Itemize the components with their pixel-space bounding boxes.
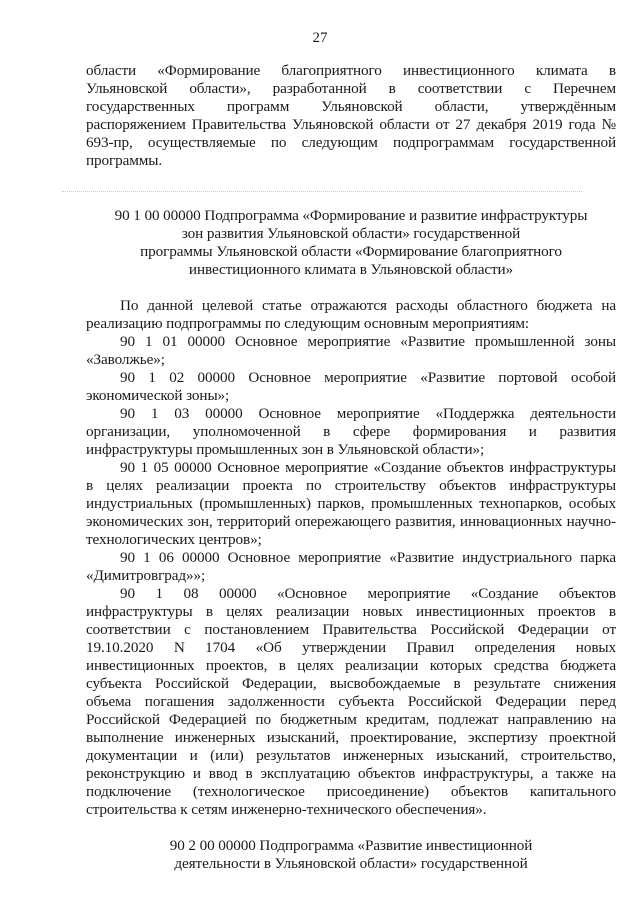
body-line: 90 1 03 00000 Основное мероприятие «Поддержка деятельности bbox=[120, 405, 616, 422]
body-line: 90 1 05 00000 Основное мероприятие «Создание объектов инфраструктуры bbox=[120, 459, 616, 476]
intro-line: Ульяновской области», разработанной в соответствии с Перечнем bbox=[86, 80, 616, 97]
body-line: «Заволжье»; bbox=[86, 351, 165, 368]
intro-line: государственных программ Ульяновской области, утверждённым bbox=[86, 98, 616, 115]
body-line: технологических центров»; bbox=[86, 531, 262, 548]
body-line: 90 1 08 00000 «Основное мероприятие «Создание объектов bbox=[120, 585, 616, 602]
body-line: инфраструктуры в целях реализации новых инвестиционных проектов в bbox=[86, 603, 616, 620]
body-line: экономических зон, территорий опережающего развития, инновационных научно- bbox=[86, 513, 616, 530]
body-line: По данной целевой статье отражаются расходы областного бюджета на bbox=[120, 297, 616, 314]
body-line: документации и (или) результатов инженерных изысканий, строительство, bbox=[86, 747, 616, 764]
body-line: строительства к сетям инженерно-технического обеспечения». bbox=[86, 801, 487, 818]
subprogram-heading-1-line: зон развития Ульяновской области» государственной bbox=[181, 225, 521, 242]
body-line: 90 1 02 00000 Основное мероприятие «Развитие портовой особой bbox=[120, 369, 616, 386]
body-line: индустриальных (промышленных) парков, промышленных технопарков, особых bbox=[86, 495, 616, 512]
page-number: 27 bbox=[312, 30, 328, 46]
body-line: объема погашения задолженности субъекта Российской Федерации перед bbox=[86, 693, 616, 710]
intro-line: распоряжением Правительства Ульяновской области от 27 декабря 2019 года № bbox=[86, 116, 616, 133]
subprogram-heading-2-line: деятельности в Ульяновской области» государственной bbox=[174, 855, 528, 872]
body-line: выполнение инженерных изысканий, проектирование, экспертизу проектной bbox=[86, 729, 616, 746]
body-line: в целях реализации проекта по строительству объектов инфраструктуры bbox=[86, 477, 616, 494]
intro-line: области «Формирование благоприятного инвестиционного климата в bbox=[86, 62, 616, 79]
body-line: инвестиционных проектов, в целях реализации которых средства бюджета bbox=[86, 657, 616, 674]
body-line: подключение (технологическое присоединение) объектов капитального bbox=[86, 783, 616, 800]
body-line: соответствии с постановлением Правительства Российской Федерации от bbox=[86, 621, 616, 638]
body-line: организации, уполномоченной в сфере формирования и развития bbox=[86, 423, 616, 440]
intro-line: 693-пр, осуществляемые по следующим подпрограммам государственной bbox=[86, 134, 616, 151]
body-line: реализацию подпрограммы по следующим основным мероприятиям: bbox=[86, 315, 530, 332]
body-line: Российской Федерацией по бюджетным кредитам, подлежат направлению на bbox=[86, 711, 616, 728]
scan-artifact-divider bbox=[62, 191, 582, 198]
intro-line: программы. bbox=[86, 152, 163, 169]
subprogram-heading-1-line: инвестиционного климата в Ульяновской области» bbox=[188, 261, 514, 278]
subprogram-heading-1-line: 90 1 00 00000 Подпрограмма «Формирование и развитие инфраструктуры bbox=[114, 207, 588, 224]
subprogram-heading-1-line: программы Ульяновской области «Формирование благоприятного bbox=[140, 243, 562, 260]
body-line: инфраструктуры промышленных зон в Ульяновской области»; bbox=[86, 441, 485, 458]
body-line: 90 1 06 00000 Основное мероприятие «Развитие индустриального парка bbox=[120, 549, 616, 566]
body-line: экономической зоны»; bbox=[86, 387, 230, 404]
subprogram-heading-2-line: 90 2 00 00000 Подпрограмма «Развитие инвестиционной bbox=[169, 837, 533, 854]
body-line: 19.10.2020 N 1704 «Об утверждении Правил определения новых bbox=[86, 639, 616, 656]
body-line: «Димитровград»»; bbox=[86, 567, 206, 584]
body-line: 90 1 01 00000 Основное мероприятие «Развитие промышленной зоны bbox=[120, 333, 616, 350]
body-line: реконструкцию и ввод в эксплуатацию объектов инфраструктуры, а также на bbox=[86, 765, 616, 782]
body-line: субъекта Российской Федерации, высвобождаемые в результате снижения bbox=[86, 675, 616, 692]
